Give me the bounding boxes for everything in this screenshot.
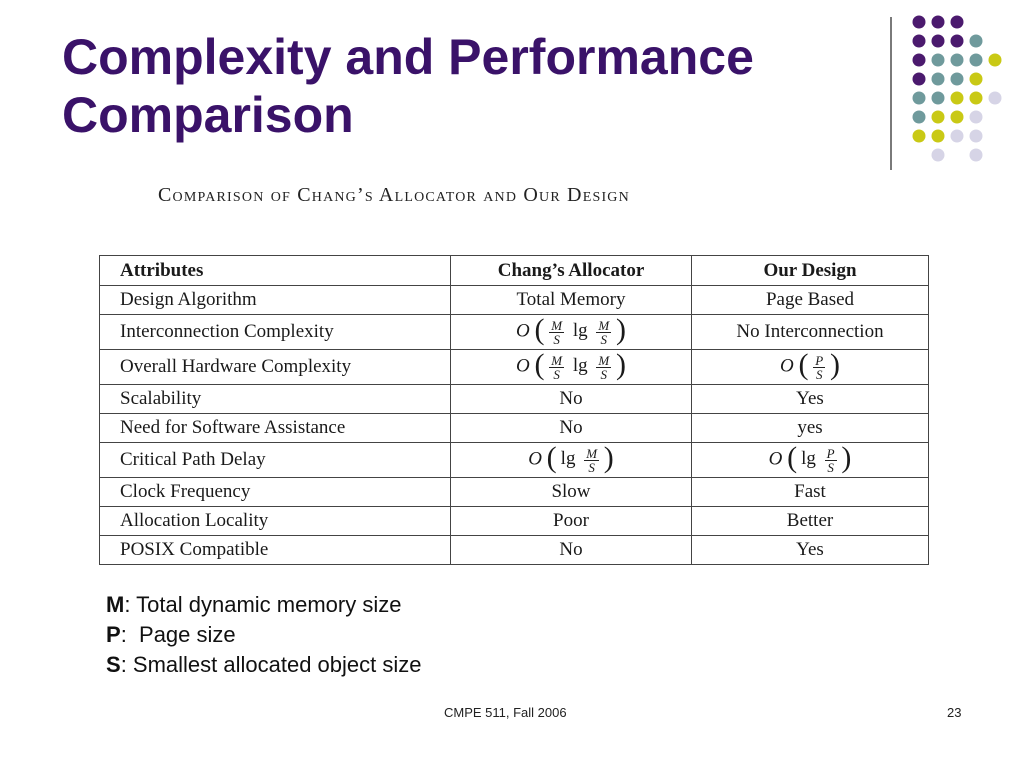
decorative-dot	[932, 35, 945, 48]
column-header-attributes: Attributes	[100, 256, 451, 286]
decorative-dot	[913, 16, 926, 29]
decorative-dot	[913, 92, 926, 105]
decorative-dot	[913, 35, 926, 48]
attribute-cell: Need for Software Assistance	[100, 414, 451, 443]
our-design-cell: No Interconnection	[692, 315, 929, 350]
decorative-dot	[951, 73, 964, 86]
attribute-cell: Critical Path Delay	[100, 443, 451, 478]
decorative-dot	[970, 130, 983, 143]
decorative-dot	[932, 111, 945, 124]
our-design-formula: O ( $\frac{P}{S}$ )	[692, 350, 929, 385]
decorative-dot	[970, 111, 983, 124]
our-design-cell: Page Based	[692, 286, 929, 315]
decorative-dot	[913, 73, 926, 86]
attribute-cell: Interconnection Complexity	[100, 315, 451, 350]
attribute-cell: Scalability	[100, 385, 451, 414]
our-design-cell: yes	[692, 414, 929, 443]
decorative-dot	[951, 111, 964, 124]
changs-allocator-cell: No	[451, 385, 692, 414]
legend-item: P: Page size	[106, 622, 236, 647]
table-row	[100, 385, 929, 414]
legend-item: M: Total dynamic memory size	[106, 592, 402, 617]
comparison-table	[99, 255, 929, 565]
attribute-cell: Allocation Locality	[100, 507, 451, 536]
attribute-cell: Clock Frequency	[100, 478, 451, 507]
decorative-dot	[951, 16, 964, 29]
attribute-cell: Overall Hardware Complexity	[100, 350, 451, 385]
decorative-dot	[913, 111, 926, 124]
decorative-dot	[932, 54, 945, 67]
column-header-our-design: Our Design	[692, 256, 929, 286]
changs-allocator-cell: Poor	[451, 507, 692, 536]
decorative-dot	[951, 35, 964, 48]
decorative-dot	[932, 130, 945, 143]
legend-item: S: Smallest allocated object size	[106, 652, 422, 677]
table-row	[100, 414, 929, 443]
decorative-dot	[989, 54, 1002, 67]
decorative-dot-grid	[0, 0, 1024, 170]
column-header-changs-allocator: Chang’s Allocator	[451, 256, 692, 286]
changs-allocator-formula: O ( lg $\frac{M}{S}$ )	[451, 443, 692, 478]
attribute-cell: Design Algorithm	[100, 286, 451, 315]
decorative-dot	[932, 92, 945, 105]
table-row	[100, 536, 929, 565]
our-design-cell: Yes	[692, 536, 929, 565]
our-design-cell: Better	[692, 507, 929, 536]
changs-allocator-cell: Slow	[451, 478, 692, 507]
decorative-dot	[951, 130, 964, 143]
decorative-dot	[951, 92, 964, 105]
decorative-dot	[970, 92, 983, 105]
decorative-dot	[913, 130, 926, 143]
decorative-dot	[932, 73, 945, 86]
table-row	[100, 286, 929, 315]
changs-allocator-formula: O ( $\frac{M}{S}$ lg $\frac{M}{S}$ )	[451, 350, 692, 385]
page-number: 23	[947, 705, 962, 720]
our-design-formula: O ( lg $\frac{P}{S}$ )	[692, 443, 929, 478]
slide-title-line-1: Complexity and Performance	[62, 29, 754, 85]
changs-allocator-cell: Total Memory	[451, 286, 692, 315]
decorative-dot	[932, 16, 945, 29]
attribute-cell: POSIX Compatible	[100, 536, 451, 565]
decorative-dot	[970, 54, 983, 67]
table-row	[100, 315, 929, 350]
changs-allocator-formula: O ( $\frac{M}{S}$ lg $\frac{M}{S}$ )	[451, 315, 692, 350]
decorative-dot	[951, 54, 964, 67]
changs-allocator-cell: No	[451, 414, 692, 443]
footer-course: CMPE 511, Fall 2006	[444, 705, 567, 720]
slide-title-line-2: Comparison	[62, 87, 354, 143]
decorative-dot	[989, 92, 1002, 105]
table-row	[100, 478, 929, 507]
decorative-dot	[970, 73, 983, 86]
decorative-dot	[913, 54, 926, 67]
table-row	[100, 350, 929, 385]
our-design-cell: Fast	[692, 478, 929, 507]
decorative-dot	[932, 149, 945, 162]
decorative-dot	[970, 149, 983, 162]
changs-allocator-cell: No	[451, 536, 692, 565]
table-header-row	[100, 256, 929, 286]
our-design-cell: Yes	[692, 385, 929, 414]
table-row	[100, 507, 929, 536]
legend	[106, 590, 422, 680]
table-caption: Comparison of Chang’s Allocator and Our Design	[158, 184, 630, 206]
table-row	[100, 443, 929, 478]
decorative-dot	[970, 35, 983, 48]
